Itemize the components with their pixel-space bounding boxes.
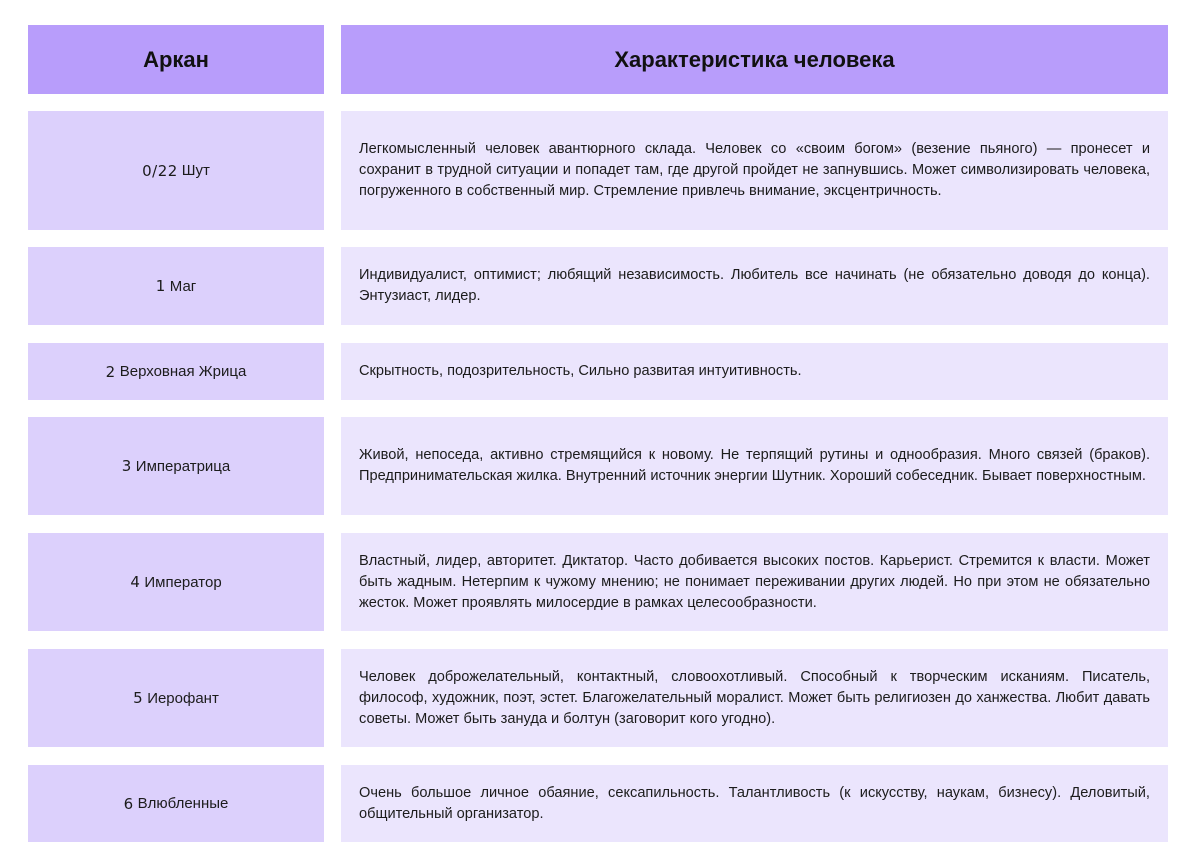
description-text: Очень большое личное обаяние, сексапильность. Талантливость (к искусству, наукам, бизнесу). Деловитый, общительный организатор. — [359, 784, 1150, 822]
arcana-name: Маг — [169, 277, 197, 295]
arcana-number: 3 — [121, 457, 132, 475]
description-text: Индивидуалист, оптимист; любящий независимость. Любитель все начинать (не обязательно доводя до конца). Энтузиаст, лидер. — [359, 267, 1150, 304]
header-arcana-label: Аркан — [143, 46, 209, 72]
table-row-arcana — [28, 111, 324, 230]
table-row-description — [341, 111, 1168, 230]
table-row-description — [341, 343, 1168, 400]
arcana-name: Иерофант — [147, 689, 219, 707]
table-row-arcana — [28, 649, 324, 747]
table-row-arcana — [28, 765, 324, 842]
table-row-description — [341, 417, 1168, 515]
table-row-arcana — [28, 533, 324, 631]
description-text: Легкомысленный человек авантюрного склада. Человек со «своим богом» (везение пьяного) — пронесет и сохранит в трудной ситуации и попадет там, где другой пройдет не запнувшись. Может символизировать человека, погруженного в собственный мир. Стремление привлечь внимание, эксцентричность. — [359, 141, 1150, 199]
arcana-name: Верховная Жрица — [119, 363, 247, 380]
arcana-number: 2 — [105, 362, 116, 381]
description-text: Скрытность, подозрительность, Сильно развитая интуитивность. — [359, 363, 802, 379]
arcana-number: 4 — [130, 573, 141, 591]
arcana-number: 0/22 — [142, 161, 178, 180]
table-row-description — [341, 649, 1168, 747]
table-row-description — [341, 247, 1168, 325]
arcana-name: Император — [144, 573, 222, 591]
arcana-number: 5 — [133, 689, 144, 707]
table-row-arcana — [28, 247, 324, 325]
table-row-description — [341, 765, 1168, 842]
arcana-name: Шут — [181, 162, 210, 179]
description-text: Властный, лидер, авторитет. Диктатор. Часто добивается высоких постов. Карьерист. Стремится к власти. Может быть жадным. Нетерпим к чужому мнению; не понимает переживании других людей. Но при этом не обязательно жесток. Может проявлять милосердие в рамках целесообразности. — [359, 552, 1150, 611]
header-arcana — [28, 25, 324, 94]
description-text: Человек доброжелательный, контактный, словоохотливый. Способный к творческим исканиям. Писатель, философ, художник, поэт, эстет. Благожелательный моралист. Может быть религиозен до ханжества. Любит давать советы. Может быть зануда и болтун (заговорит кого угодно). — [359, 668, 1150, 727]
description-text: Живой, непоседа, активно стремящийся к новому. Не терпящий рутины и однообразия. Много связей (браков). Предпринимательская жилка. Внутренний источник энергии Шутник. Хороший собеседник. Бывает поверхностным. — [359, 447, 1150, 484]
table-row-arcana — [28, 343, 324, 400]
arcana-number: 1 — [155, 277, 166, 295]
table-row-description — [341, 533, 1168, 631]
arcana-name: Влюбленные — [137, 795, 229, 812]
header-characteristic-label: Характеристика человека — [614, 46, 895, 72]
arcana-name: Императрица — [135, 457, 231, 475]
header-characteristic — [341, 25, 1168, 94]
arcana-number: 6 — [123, 794, 134, 813]
table-row-arcana — [28, 417, 324, 515]
